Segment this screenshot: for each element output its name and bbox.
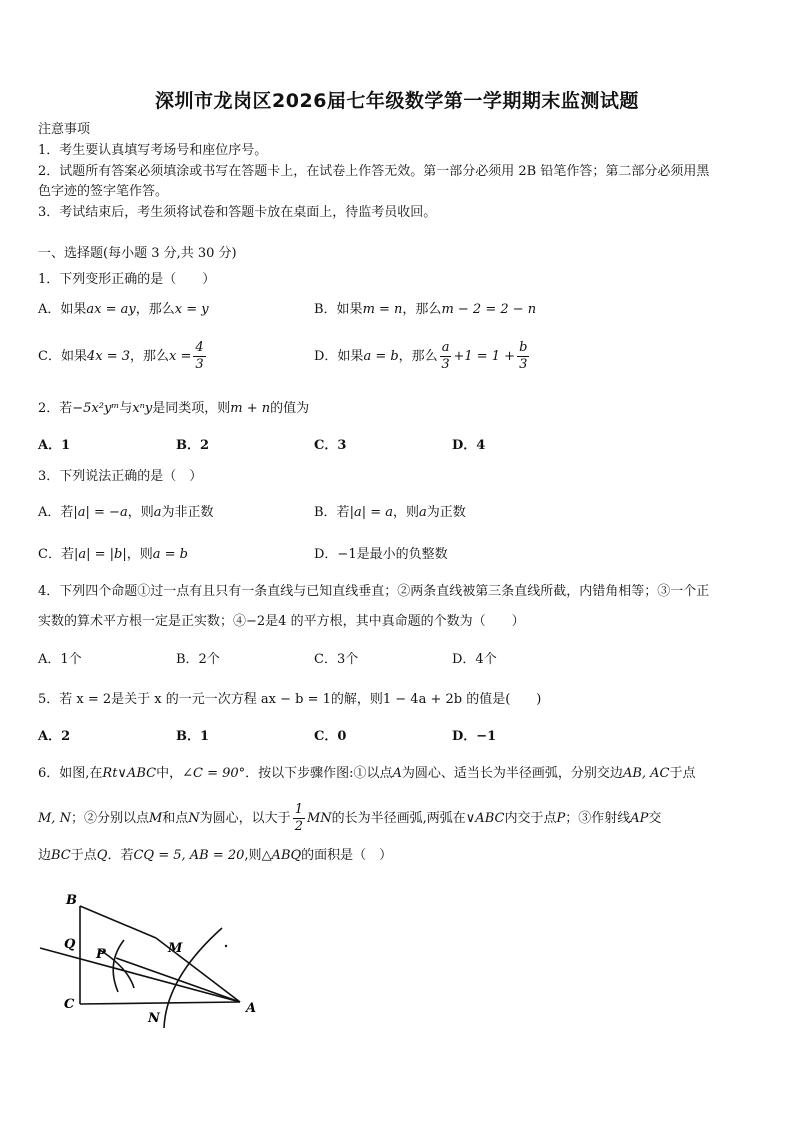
question-1-stem: 1．下列变形正确的是（ ） [38,272,216,287]
notice-item-2-line-2: 色字迹的签字笔作答。 [38,184,169,199]
question-4-line-2: 实数的算术平方根一定是正实数；④−2是4 的平方根，其中真命题的个数为（ ） [38,614,525,629]
fraction: $\frac{b}{3}$ [519,340,528,372]
fraction: $\frac{1}{2}$ [294,802,303,834]
fraction: $\frac{4}{3}$ [195,340,204,372]
question-6-line-1: 6．如图,在Rt∨ABC中，∠C = 90°．按以下步骤作图:①以点A为圆心、适当长为半径画弧，分别交边AB, AC于点 [38,766,696,781]
question-4-option-c: C．3个 [314,652,359,667]
question-2-option-d: D．4 [452,438,486,453]
question-5-option-d: D．−1 [452,729,497,744]
question-3-option-a: A．若|a| = −a，则a为非正数 [38,505,214,520]
question-4-option-a: A．1个 [38,652,82,667]
notice-heading: 注意事项 [38,122,91,137]
page-title: 深圳市龙岗区2026届七年级数学第一学期期末监测试题 [155,90,639,112]
notice-item-1: 1．考生要认真填写考场号和座位序号。 [38,143,268,158]
question-3-option-b: B．若|a| = a，则a为正数 [314,505,466,520]
ray-ap [40,948,240,1002]
question-5-option-a: A．2 [38,729,71,744]
label-b: B [66,893,77,908]
question-5-option-c: C．0 [314,729,347,744]
question-3-option-d: D．−1是最小的负整数 [314,547,448,562]
notice-item-3: 3．考试结束后，考生须将试卷和答题卡放在桌面上，待监考员收回。 [38,205,437,220]
question-6-line-2: M, N；②分别以点M和点N为圆心，以大于 $\frac{1}{2}$ MN的长为半径画弧,两弧在∨ABC内交于点P；③作射线AP交 [38,802,662,834]
triangle-construction-figure [36,888,276,1038]
label-m: M [168,941,183,956]
question-1-option-c: C．如果4x = 3，那么x = $\frac{4}{3}$ [38,340,204,372]
label-q: Q [64,937,76,952]
question-1-option-b: B．如果m = n，那么m − 2 = 2 − n [314,302,537,317]
label-a: A [246,1001,257,1016]
question-4-line-1: 4．下列四个命题①过一点有且只有一条直线与已知直线垂直；②两条直线被第三条直线所截，内错角相等；③一个正 [38,584,710,599]
arc-from-m [113,940,124,992]
question-6-line-3: 边BC于点Q．若CQ = 5, AB = 20,则△ABQ的面积是（ ） [38,848,393,863]
section-heading: 一、选择题(每小题 3 分,共 30 分) [38,246,237,261]
label-p: P [96,947,106,962]
label-n: N [148,1011,160,1026]
question-2-stem: 2．若−5x²yᵐ与xⁿy是同类项，则m + n的值为 [38,401,310,416]
question-2-option-c: C．3 [314,438,347,453]
question-3-option-c: C．若|a| = |b|，则a = b [38,547,188,562]
fraction: $\frac{a}{3}$ [441,340,450,372]
question-4-option-b: B．2个 [176,652,220,667]
question-1-option-d: D．如果a = b，那么 $\frac{a}{3}$ +1 = 1 + $\frac{b}{3}$ [314,340,528,372]
question-2-option-b: B．2 [176,438,210,453]
notice-item-2-line-1: 2．试题所有答案必须填涂或书写在答题卡上，在试卷上作答无效。第一部分必须用 2B 铅笔作答；第二部分必须用黑 [38,164,710,179]
side-ca [80,1002,240,1004]
question-2-option-a: A．1 [38,438,71,453]
question-5-stem: 5．若 x = 2是关于 x 的一元一次方程 ax − b = 1的解，则1 − 4a + 2b 的值是( ) [38,692,542,707]
question-4-option-d: D．4个 [452,652,497,667]
question-3-stem: 3．下列说法正确的是（ ） [38,469,203,484]
question-1-option-a: A．如果ax = ay，那么x = y [38,302,209,317]
side-ab-upper [80,906,156,938]
question-5-option-b: B．1 [176,729,210,744]
label-c: C [64,997,75,1012]
